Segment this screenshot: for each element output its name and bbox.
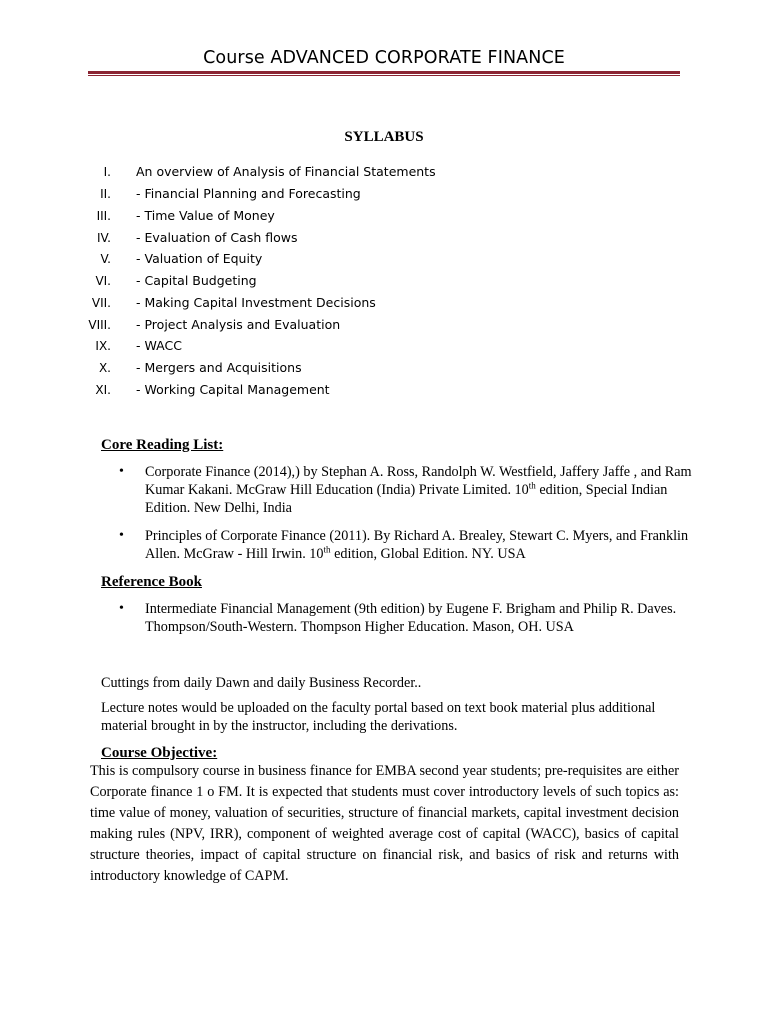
list-item-number: III. [96,209,111,223]
list-item [0,229,768,249]
list-item-text: - Mergers and Acquisitions [136,360,302,375]
list-item-text: - Valuation of Equity [136,251,263,266]
list-item-text: - WACC [136,338,182,353]
list-item [0,272,768,292]
core-reading-heading: Core Reading List: [101,437,224,453]
list-item-text: - Evaluation of Cash flows [136,230,298,245]
bullet-icon: • [119,464,124,479]
bullet-icon: • [119,601,124,616]
course-objective-heading: Course Objective: [101,745,218,761]
list-item-text: - Financial Planning and Forecasting [136,186,361,201]
list-item-number: VI. [95,274,111,288]
list-item [0,359,768,379]
list-item-text: - Capital Budgeting [136,273,257,288]
list-item-text: - Time Value of Money [136,208,275,223]
list-item-text: - Project Analysis and Evaluation [136,317,341,332]
list-item [0,185,768,205]
core-reading-item-text-end: edition, Global Edition. NY. USA [330,546,526,562]
list-item [0,250,768,270]
list-item-number: II. [100,187,111,201]
list-item-text: An overview of Analysis of Financial Statements [136,164,436,179]
syllabus-heading: SYLLABUS [344,129,424,145]
core-reading-item [145,463,705,517]
lecture-notes: Lecture notes would be uploaded on the faculty portal based on text book material plus additional material brought in by the instructor, including the derivations. [101,700,656,734]
reference-book-heading: Reference Book [101,574,202,590]
list-item-number: V. [100,252,111,266]
cuttings-note: Cuttings from daily Dawn and daily Business Recorder.. [101,675,422,691]
list-item [0,316,768,336]
core-reading-item-text: Corporate Finance (2014),) by Stephan A. Ross, Randolph W. Westfield, Jaffery Jaffe , and Ram Kumar Kakani. McGraw Hill Education (India) Private Limited. 10 [145,464,692,498]
list-item [0,294,768,314]
page-title: Course ADVANCED CORPORATE FINANCE [203,48,565,68]
list-item-number: I. [103,165,111,179]
list-item-number: IV. [96,231,111,245]
header-rule-thin [88,75,680,76]
list-item [0,207,768,227]
bullet-icon: • [119,528,124,543]
reference-book-item: Intermediate Financial Management (9th edition) by Eugene F. Brigham and Philip R. Daves. Thompson/South-Western. Thompson Higher Education. Mason, OH. USA [145,601,677,635]
core-reading-item-text: Principles of Corporate Finance (2011). By Richard A. Brealey, Stewart C. Myers, and Franklin Allen. McGraw - Hill Irwin. 10 [145,528,689,562]
core-reading-item [145,527,705,563]
list-item-number: VIII. [88,318,111,332]
header-rule [88,71,680,74]
list-item [0,381,768,401]
list-item [0,163,768,183]
list-item [0,337,768,357]
core-reading-item-text-end: edition, Special Indian Edition. New Delhi, India [145,482,668,516]
list-item-number: X. [98,361,111,375]
list-item-number: VII. [91,296,111,310]
list-item-text: - Making Capital Investment Decisions [136,295,376,310]
ordinal-suffix: th [323,544,331,555]
list-item-text: - Working Capital Management [136,382,330,397]
list-item-number: IX. [95,339,111,353]
ordinal-suffix: th [528,480,536,491]
list-item-number: XI. [95,383,111,397]
course-objective-text: This is compulsory course in business finance for EMBA second year students; pre-requisites are either Corporate finance 1 o FM. It is expected that students must cover introductory levels of such topics as: time value of money, valuation of securities, structure of financial markets, capital investment decision making rules (NPV, IRR), component of weighted average cost of capital (WACC), basics of capital structure theories, impact of capital structure on financial risk, and basics of risk and returns with introductory knowledge of CAPM. [90,763,679,884]
